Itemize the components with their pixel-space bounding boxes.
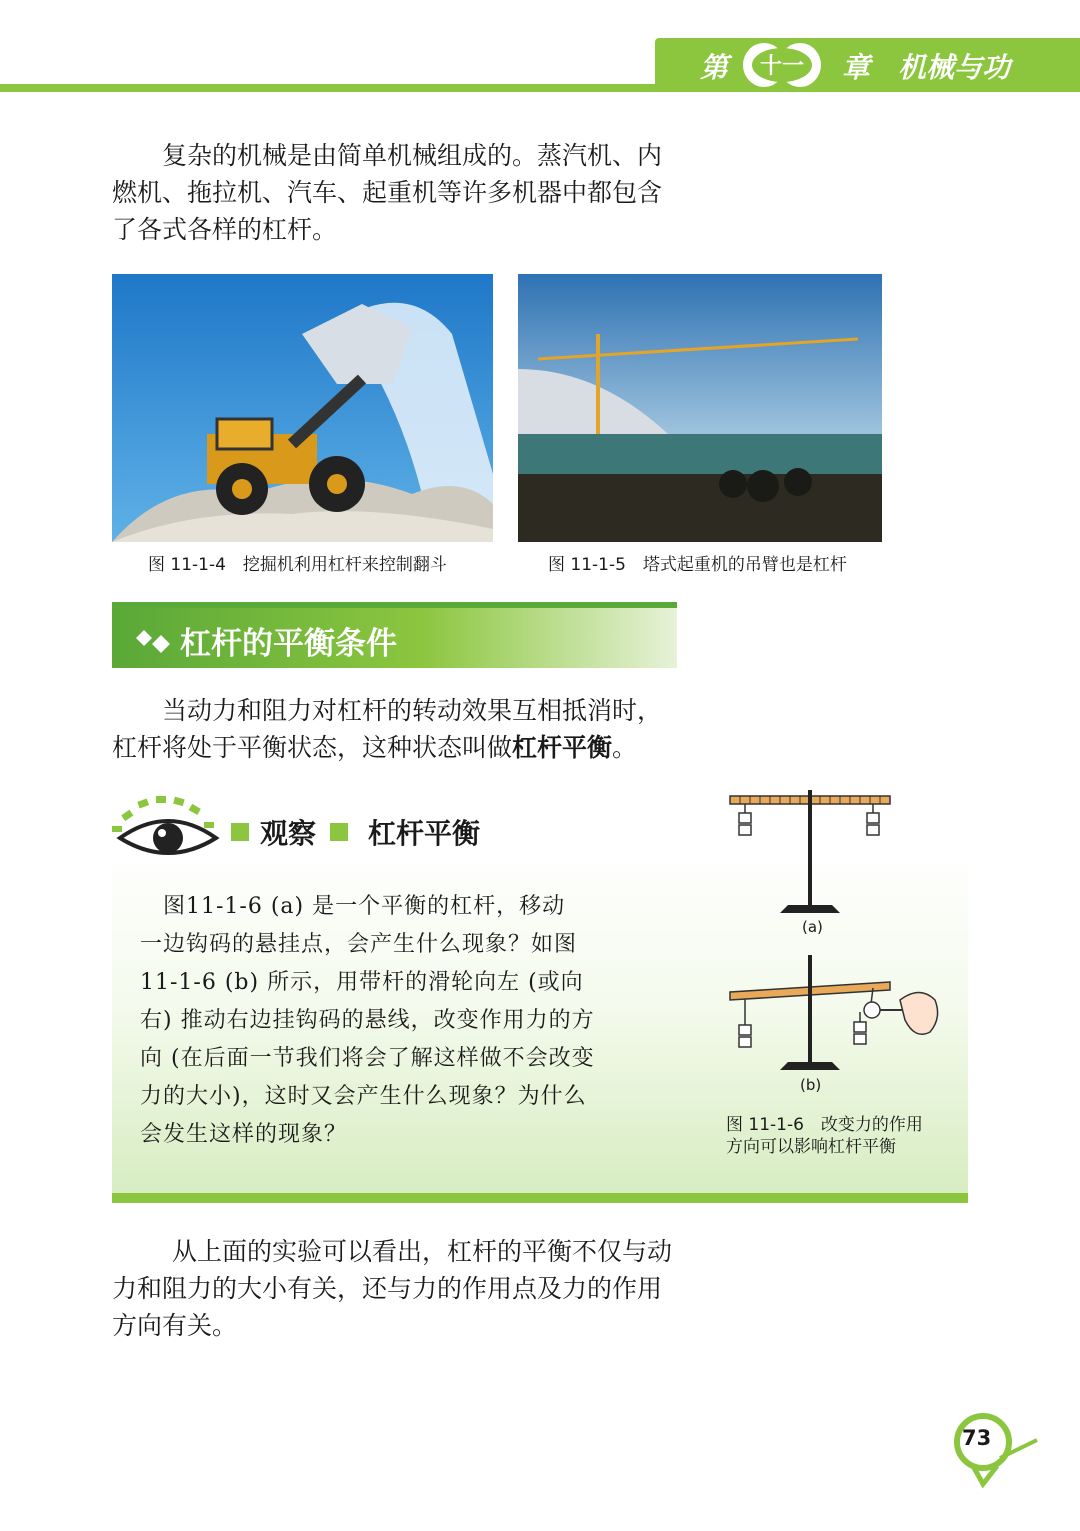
definition-paragraph (112, 692, 692, 766)
page-number-ornament (945, 1410, 1045, 1490)
fig-11-1-6-caption-line-2: 方向可以影响杠杆平衡 (726, 1137, 896, 1157)
observation-line: 图11-1-6 (a) 是一个平衡的杠杆，移动 (140, 894, 566, 919)
conclusion-line-2: 力和阻力的大小有关，还与力的作用点及力的作用 (112, 1274, 663, 1303)
chapter-number: 十一 (759, 54, 805, 79)
observation-line: 一边钩码的悬挂点，会产生什么现象？如图 (140, 932, 578, 957)
lever-diagram-b (720, 950, 950, 1080)
observation-line: 11-1-6 (b) 所示，用带杆的滑轮向左 (或向 (140, 970, 584, 995)
eye-icon (108, 796, 228, 866)
fig-11-1-5-caption: 图 11-1-5 塔式起重机的吊臂也是杠杆 (548, 555, 847, 575)
diagram-label-b: (b) (800, 1076, 822, 1094)
observation-line: 会发生这样的现象？ (140, 1122, 348, 1147)
intro-paragraph (112, 137, 687, 248)
fig-11-1-4-caption: 图 11-1-4 挖掘机利用杠杆来控制翻斗 (148, 555, 447, 575)
conclusion-paragraph (112, 1233, 692, 1344)
observe-title-marker (330, 823, 348, 841)
definition-line-2-text: 杠杆将处于平衡状态，这种状态叫做 (112, 733, 513, 762)
lever-balance-term: 杠杆平衡 (512, 733, 613, 762)
page-number: 73 (962, 1426, 992, 1450)
observation-line: 向 (在后面一节我们将会了解这样做不会改变 (140, 1046, 595, 1071)
diagram-label-a: (a) (802, 918, 823, 936)
section-title: 杠杆的平衡条件 (180, 626, 397, 662)
intro-line-2: 燃机、拖拉机、汽车、起重机等许多机器中都包含 (112, 178, 663, 207)
observe-title: 杠杆平衡 (368, 817, 481, 850)
chapter-number-badge (740, 40, 824, 90)
chapter-prefix: 第 (700, 51, 729, 84)
intro-line-3: 了各式各样的杠杆。 (112, 215, 338, 244)
lever-diagram-a (720, 785, 900, 920)
conclusion-line-3: 方向有关。 (112, 1311, 238, 1340)
chapter-title: 机械与功 (898, 51, 1011, 84)
intro-line-1: 复杂的机械是由简单机械组成的。蒸汽机、内 (162, 141, 663, 170)
conclusion-line-1: 从上面的实验可以看出，杠杆的平衡不仅与动 (172, 1237, 673, 1266)
fig-11-1-6-caption-line-1: 图 11-1-6 改变力的作用 (726, 1115, 923, 1135)
observe-tag: 观察 (260, 817, 317, 850)
observation-line: 力的大小)，这时又会产生什么现象？为什么 (140, 1084, 587, 1109)
chapter-suffix: 章 (842, 51, 871, 84)
fig-11-1-6-caption (726, 1114, 966, 1158)
excavator-photo (112, 274, 493, 542)
definition-line-1: 当动力和阻力对杠杆的转动效果互相抵消时， (162, 696, 663, 725)
definition-line-2-end: 。 (612, 733, 638, 762)
observe-tag-marker (231, 823, 249, 841)
tower-crane-photo (518, 274, 882, 542)
observation-box-bottom-rule (112, 1193, 968, 1203)
definition-line-2 (112, 729, 692, 766)
observation-text (140, 888, 660, 1154)
observation-line: 右) 推动右边挂钩码的悬线，改变作用力的方 (140, 1008, 595, 1033)
